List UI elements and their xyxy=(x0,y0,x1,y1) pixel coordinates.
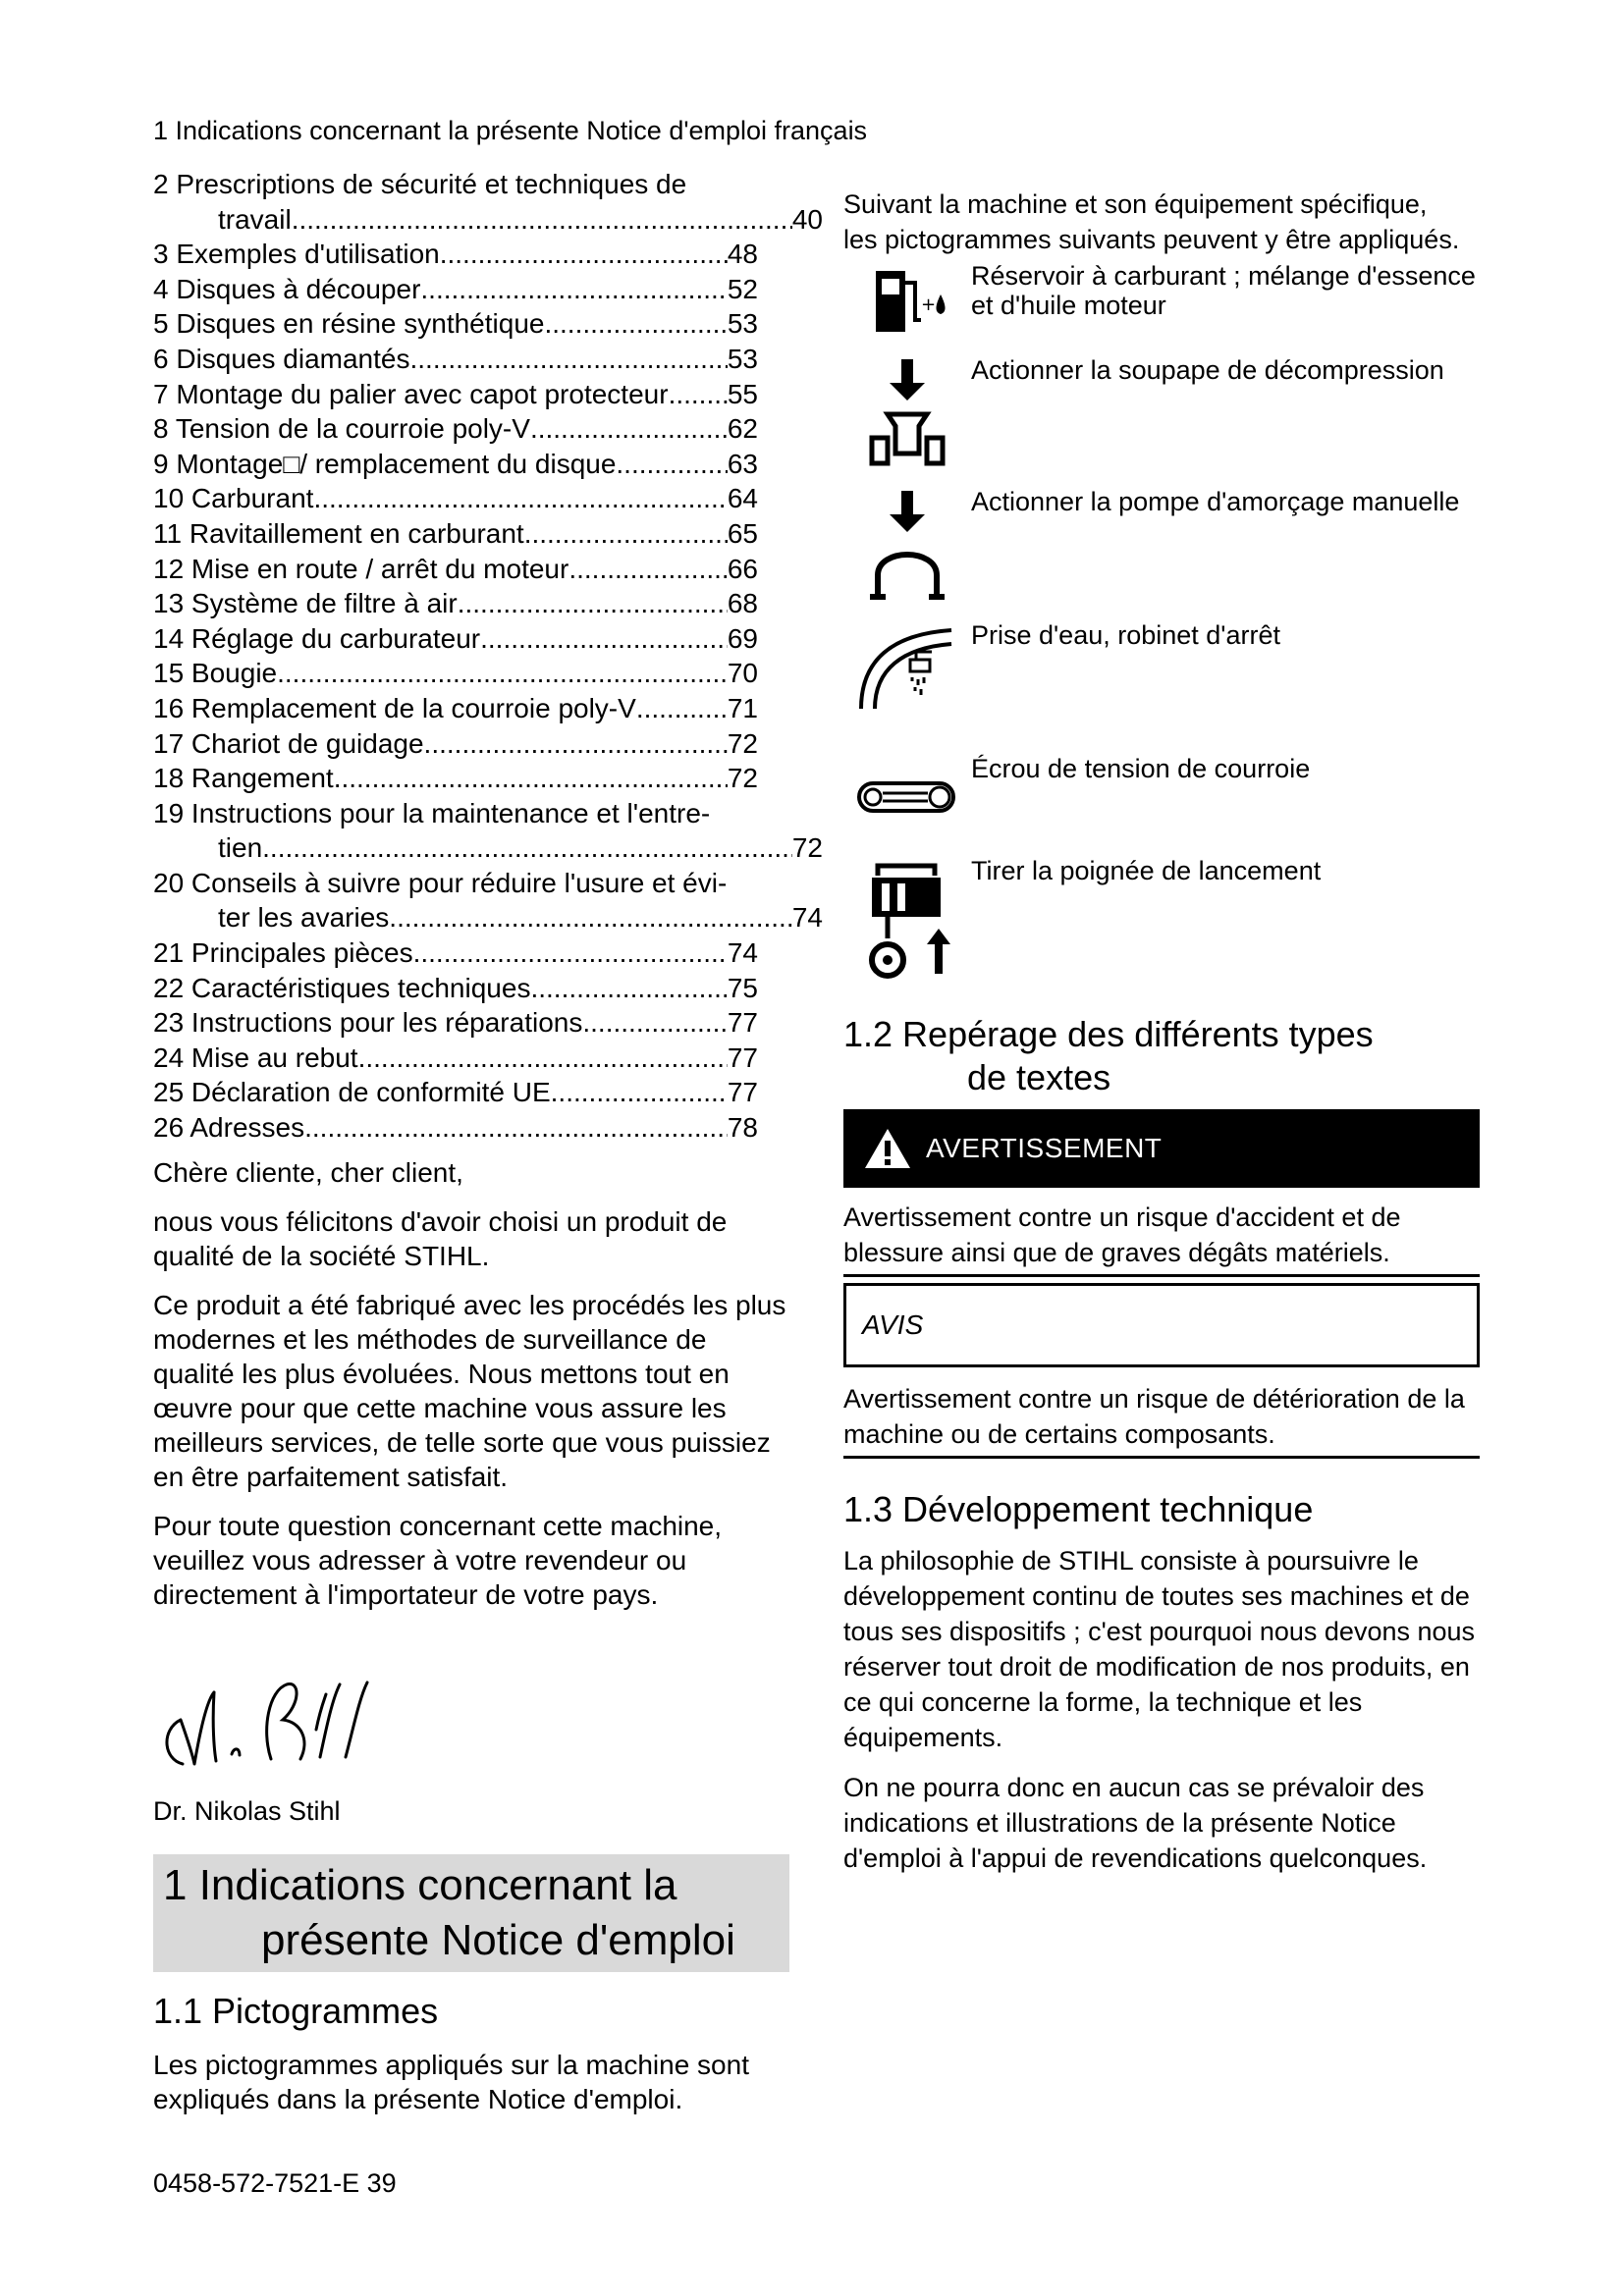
toc-entry-title: 19 Instructions pour la maintenance et l'entre- xyxy=(153,797,711,828)
toc-entry xyxy=(153,552,791,587)
toc-entry-line xyxy=(153,1005,758,1041)
starter-grip-icon xyxy=(843,856,971,984)
intro-paragraph-3: Pour toute question concernant cette machine, veuillez vous adresser à votre revendeur ou directement à l'importateur de votre pays. xyxy=(153,1510,723,1610)
toc-entry-line xyxy=(153,726,758,762)
toc-entry xyxy=(153,1075,791,1110)
toc-leader-dots xyxy=(413,935,728,971)
toc-leader-dots xyxy=(616,447,727,482)
pictogram-intro: Suivant la machine et son équipement spécifique, les pictogrammes suivants peuvent y être appliqués. xyxy=(843,189,1460,254)
handwritten-signature-icon xyxy=(153,1671,389,1789)
toc-page-number: 40 xyxy=(791,203,823,235)
toc-entry-title: 9 Montage□/ remplacement du disque xyxy=(153,448,617,479)
pictogram-text: Tirer la poignée de lancement xyxy=(971,856,1322,885)
right-column xyxy=(843,187,1482,1876)
toc-page-number: 52 xyxy=(727,273,758,304)
toc-entry xyxy=(153,167,823,237)
chapter-heading-line-1: 1 Indications concernant la xyxy=(163,1860,677,1909)
toc-page-number: 63 xyxy=(727,448,758,479)
table-of-contents xyxy=(153,167,823,1146)
toc-entry xyxy=(153,691,791,726)
toc-leader-dots xyxy=(669,377,728,412)
toc-entry-line xyxy=(153,586,758,621)
toc-entry-line xyxy=(153,796,791,831)
toc-entry xyxy=(153,237,791,272)
toc-entry-line xyxy=(153,621,758,657)
toc-entry-title: 26 Adresses xyxy=(153,1112,305,1144)
toc-entry xyxy=(153,586,791,621)
toc-page-number: 66 xyxy=(727,553,758,584)
toc-entry xyxy=(153,866,823,935)
toc-entry-title: 25 Déclaration de conformité UE xyxy=(153,1077,551,1108)
toc-leader-dots xyxy=(424,726,728,762)
warning-text: Avertissement contre un risque d'accident et de blessure ainsi que de graves dégâts matériels. xyxy=(843,1200,1480,1277)
toc-page-number: 72 xyxy=(791,832,823,864)
toc-entry xyxy=(153,971,791,1006)
toc-entry xyxy=(153,1005,791,1041)
toc-leader-dots xyxy=(389,900,792,935)
toc-entry-line xyxy=(153,272,758,307)
toc-entry-title: 12 Mise en route / arrêt du moteur xyxy=(153,553,569,584)
section-1-1-heading: 1.1 Pictogrammes xyxy=(153,1990,439,2031)
toc-entry xyxy=(153,1041,791,1076)
toc-leader-dots xyxy=(480,621,728,657)
toc-page-number: 53 xyxy=(727,308,758,340)
toc-entry-title: 21 Principales pièces xyxy=(153,937,413,969)
toc-page-number: 77 xyxy=(727,1007,758,1039)
decompression-valve-icon xyxy=(843,355,971,473)
toc-page-number: 53 xyxy=(727,343,758,374)
toc-page-number: 74 xyxy=(727,937,758,969)
toc-entry-line xyxy=(153,516,758,552)
toc-entry xyxy=(153,796,823,866)
toc-leader-dots xyxy=(440,237,728,272)
warning-bar xyxy=(843,1109,1480,1188)
toc-leader-dots xyxy=(358,1041,728,1076)
fuel-tank-icon xyxy=(843,261,971,340)
toc-entry-line xyxy=(153,237,758,272)
chapter-heading xyxy=(153,1854,789,1972)
toc-entry-line xyxy=(153,377,758,412)
intro-paragraph-1: nous vous félicitons d'avoir choisi un produit de qualité de la société STIHL. xyxy=(153,1205,728,1271)
toc-entry-line xyxy=(153,1041,758,1076)
section-1-2-heading xyxy=(843,1013,1482,1099)
toc-entry-line xyxy=(153,971,758,1006)
toc-entry-title: 16 Remplacement de la courroie poly-V xyxy=(153,692,636,723)
toc-leader-dots xyxy=(568,552,728,587)
section-1-3-paragraph-1: La philosophie de STIHL consiste à poursuivre le développement continu de toutes ses machines et de tous ses dispositifs ; c'est pourquoi nous devons nous réserver tout droit de modification de nos produits, en ce qui concerne la forme, la technique et les équipements. xyxy=(843,1546,1476,1752)
toc-leader-dots xyxy=(551,1075,728,1110)
toc-leader-dots xyxy=(409,342,727,377)
toc-entry xyxy=(153,656,791,691)
toc-leader-dots xyxy=(530,411,728,447)
toc-leader-dots xyxy=(277,656,728,691)
toc-page-number: 55 xyxy=(727,378,758,409)
belt-tension-nut-icon xyxy=(843,754,971,823)
toc-entry-line xyxy=(153,1075,758,1110)
page-footer: 0458-572-7521-E 39 xyxy=(153,2168,397,2198)
toc-entry-title: 4 Disques à découper xyxy=(153,273,421,304)
toc-entry-title: 20 Conseils à suivre pour réduire l'usure et évi- xyxy=(153,867,728,898)
toc-entry-title: 22 Caractéristiques techniques xyxy=(153,972,531,1003)
greeting: Chère cliente, cher client, xyxy=(153,1156,463,1188)
toc-entry-line xyxy=(153,167,791,202)
pictogram-text: Actionner la soupape de décompression xyxy=(971,355,1444,385)
toc-entry-title: 13 Système de filtre à air xyxy=(153,588,458,619)
left-column xyxy=(153,167,823,2116)
toc-leader-dots xyxy=(530,971,727,1006)
pictogram-text: Réservoir à carburant ; mélange d'essence et d'huile moteur xyxy=(971,261,1476,320)
toc-page-number: 69 xyxy=(727,622,758,654)
toc-entry-title: 8 Tension de la courroie poly-V xyxy=(153,413,530,445)
water-tap-icon xyxy=(843,620,971,719)
pictogram-text: Écrou de tension de courroie xyxy=(971,754,1311,783)
toc-entry-title: 5 Disques en résine synthétique xyxy=(153,308,545,340)
toc-page-number: 70 xyxy=(727,658,758,689)
toc-entry-line xyxy=(153,761,758,796)
toc-page-number: 72 xyxy=(727,727,758,759)
toc-entry-line xyxy=(153,935,758,971)
toc-leader-dots xyxy=(334,761,728,796)
toc-entry-line xyxy=(153,900,823,935)
pictogram-row xyxy=(843,261,1482,355)
toc-page-number: 62 xyxy=(727,413,758,445)
toc-entry-line xyxy=(153,656,758,691)
notice-label: AVIS xyxy=(862,1309,924,1340)
toc-entry-title: 23 Instructions pour les réparations xyxy=(153,1007,583,1039)
toc-entry-title: 14 Réglage du carburateur xyxy=(153,622,481,654)
toc-leader-dots xyxy=(262,830,792,866)
toc-leader-dots xyxy=(292,202,792,238)
toc-leader-dots xyxy=(420,272,727,307)
toc-entry xyxy=(153,1110,791,1146)
pictogram-row xyxy=(843,487,1482,620)
notice-text: Avertissement contre un risque de détérioration de la machine ou de certains composants. xyxy=(843,1381,1480,1459)
section-1-3-heading: 1.3 Développement technique xyxy=(843,1489,1314,1529)
toc-entry-line xyxy=(153,306,758,342)
toc-entry-title: 6 Disques diamantés xyxy=(153,343,410,374)
toc-page-number: 77 xyxy=(727,1077,758,1108)
toc-entry-title: 7 Montage du palier avec capot protecteur xyxy=(153,378,669,409)
toc-entry-title: 17 Chariot de guidage xyxy=(153,727,424,759)
toc-entry-line xyxy=(153,866,791,901)
toc-entry-line xyxy=(153,691,758,726)
toc-leader-dots xyxy=(458,586,728,621)
toc-leader-dots xyxy=(636,691,728,726)
running-header: 1 Indications concernant la présente Notice d'emploi français xyxy=(153,116,868,145)
toc-entry xyxy=(153,411,791,447)
section-1-1-text: Les pictogrammes appliqués sur la machine sont expliqués dans la présente Notice d'emploi. xyxy=(153,2049,749,2114)
toc-page-number: 77 xyxy=(727,1041,758,1073)
toc-entry-title: 18 Rangement xyxy=(153,763,334,794)
toc-entry-title: 2 Prescriptions de sécurité et techniques de xyxy=(153,169,687,199)
signature xyxy=(153,1671,791,1789)
toc-entry-line xyxy=(153,447,758,482)
pictogram-row xyxy=(843,856,1482,1003)
toc-entry-line xyxy=(153,411,758,447)
toc-page-number: 48 xyxy=(727,239,758,270)
toc-entry-line xyxy=(153,830,823,866)
toc-entry-line xyxy=(153,1110,758,1146)
pictogram-row xyxy=(843,620,1482,754)
toc-entry xyxy=(153,377,791,412)
toc-leader-dots xyxy=(313,481,727,516)
toc-entry xyxy=(153,447,791,482)
toc-entry-title: tien xyxy=(218,832,263,864)
intro-paragraph-2: Ce produit a été fabriqué avec les procédés les plus modernes et les méthodes de surveillance de qualité les plus évoluées. Nous mettons tout en œuvre pour que cette machine vous assure les meilleurs services, de telle sorte que vous puissiez en être parfaitement satisfait. xyxy=(153,1289,786,1492)
toc-entry xyxy=(153,761,791,796)
pictogram-row xyxy=(843,355,1482,487)
toc-leader-dots xyxy=(582,1005,727,1041)
toc-entry xyxy=(153,272,791,307)
toc-entry-title: 3 Exemples d'utilisation xyxy=(153,239,440,270)
toc-entry-title: 11 Ravitaillement en carburant xyxy=(153,517,524,549)
toc-page-number: 64 xyxy=(727,483,758,514)
toc-leader-dots xyxy=(544,306,727,342)
toc-leader-dots xyxy=(304,1110,728,1146)
pictogram-text: Prise d'eau, robinet d'arrêt xyxy=(971,620,1280,650)
pictogram-row xyxy=(843,754,1482,856)
toc-entry-line xyxy=(153,481,758,516)
toc-entry xyxy=(153,935,791,971)
toc-page-number: 72 xyxy=(727,763,758,794)
section-1-3-paragraph-2: On ne pourra donc en aucun cas se prévaloir des indications et illustrations de la présente Notice d'emploi à l'appui de revendications quelconques. xyxy=(843,1773,1428,1873)
toc-entry xyxy=(153,306,791,342)
toc-entry xyxy=(153,342,791,377)
signer-name: Dr. Nikolas Stihl xyxy=(153,1795,341,1826)
toc-entry-title: travail xyxy=(218,203,292,235)
toc-page-number: 68 xyxy=(727,588,758,619)
warning-triangle-icon xyxy=(863,1127,912,1170)
toc-entry xyxy=(153,621,791,657)
primer-pump-icon xyxy=(843,487,971,609)
toc-entry xyxy=(153,481,791,516)
toc-page-number: 78 xyxy=(727,1112,758,1144)
toc-entry-title: ter les avaries xyxy=(218,902,390,934)
toc-entry-title: 10 Carburant xyxy=(153,483,314,514)
toc-page-number: 65 xyxy=(727,517,758,549)
toc-entry-line xyxy=(153,342,758,377)
toc-entry-line xyxy=(153,552,758,587)
toc-entry-title: 24 Mise au rebut xyxy=(153,1041,358,1073)
toc-leader-dots xyxy=(524,516,728,552)
toc-page-number: 71 xyxy=(727,692,758,723)
section-1-2-line-1: 1.2 Repérage des différents types xyxy=(843,1014,1374,1054)
toc-page-number: 75 xyxy=(727,972,758,1003)
chapter-heading-line-2: présente Notice d'emploi xyxy=(261,1915,735,1964)
pictogram-text: Actionner la pompe d'amorçage manuelle xyxy=(971,487,1460,516)
section-1-2-line-2: de textes xyxy=(967,1057,1111,1097)
svg-text:+: + xyxy=(921,294,937,315)
toc-entry xyxy=(153,726,791,762)
toc-entry-line xyxy=(153,202,823,238)
notice-box xyxy=(843,1283,1480,1367)
warning-label: AVERTISSEMENT xyxy=(926,1133,1163,1163)
toc-page-number: 74 xyxy=(791,902,823,934)
toc-entry-title: 15 Bougie xyxy=(153,658,278,689)
toc-entry xyxy=(153,516,791,552)
